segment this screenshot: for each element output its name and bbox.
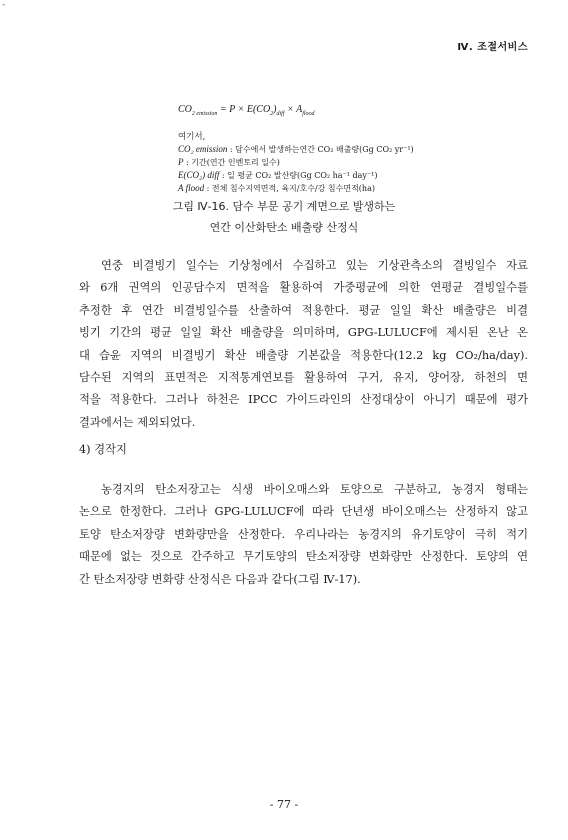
emission-formula: $CO_{2 emission} = P \times E(CO_2)_{diff} \times A_{flood}$ [178,104,315,117]
body-paragraph-1 [79,255,528,434]
figure-caption-line1: 그림 Ⅳ-16. 담수 부문 공기 계면으로 발생하는 [172,200,396,213]
page-number: - 77 - [269,798,299,811]
formula-definition: P : 기간(연간 인벤토리 일수) [178,157,280,167]
formula-block [178,104,478,195]
figure-caption-line2: 연간 이산화탄소 배출량 산정식 [209,221,359,234]
paragraph-line: 대 습윤 지역의 비결빙기 확산 배출량 기본값을 적용한다(12.2 kg CO₂/ha/day). [79,348,528,362]
paragraph-line: 농경지의 탄소저장고는 식생 바이오매스와 토양으로 구분하고, 농경지 형태는 [101,483,528,496]
paragraph-line: 결과에서는 제외되었다. [79,415,196,429]
paragraph-line: 빙기 기간의 평균 일일 확산 배출량을 의미하며, GPG-LULUCF에 제시된 온난 온 [79,326,529,340]
formula-definition: E(CO₂) diff : 일 평균 CO₂ 발산량(Gg CO₂ ha⁻¹ day⁻¹) [178,170,378,180]
paragraph-line: 연중 비결빙기 일수는 기상청에서 수집하고 있는 기상관측소의 결빙일수 자료 [101,259,528,272]
formula-where: 여기서, [178,132,206,142]
paragraph-line: 때문에 없는 것으로 간주하고 무기토양의 탄소저장량 변화량만 산정한다. 토양의 연 [79,550,528,564]
paragraph-line: 추정한 후 연간 비결빙일수를 산출하여 적용한다. 평균 일일 확산 배출량은 비결 [79,303,528,317]
formula-definition: A flood : 전체 침수지역면적, 육지/호수/강 침수면적(ha) [178,183,375,193]
paragraph-line: 간 탄소저장량 변화량 산정식은 다음과 같다(그림 Ⅳ-17). [79,572,361,586]
corner-mark: - [2,0,6,10]
formula-definition: CO₂ emission : 담수에서 발생하는연간 CO₂ 배출량(Gg CO₂ yr⁻¹) [178,144,414,154]
paragraph-line: 토양 탄소저장량 변화량만을 산정한다. 우리나라는 농경지의 유기토양이 극히 적기 [79,527,528,541]
paragraph-line: 적을 적용한다. 그러나 하천은 IPCC 가이드라인의 산정대상이 아니기 때문에 평가 [79,393,528,407]
body-paragraph-2 [79,479,528,591]
paragraph-line: 논으로 한정한다. 그러나 GPG-LULUCF에 따라 단년생 바이오매스는 산정하지 않고 [79,505,528,519]
paragraph-line: 와 6개 권역의 인공담수지 면적을 활용하여 가중평균에 의한 연평균 결빙일수를 [79,281,528,295]
paragraph-line: 담수된 지역의 표면적은 지적통계연보를 활용하여 구거, 유지, 양어장, 하천의 면 [79,371,528,385]
subheading: 4) 경작지 [79,443,127,456]
section-header: Ⅳ. 조절서비스 [457,42,528,53]
